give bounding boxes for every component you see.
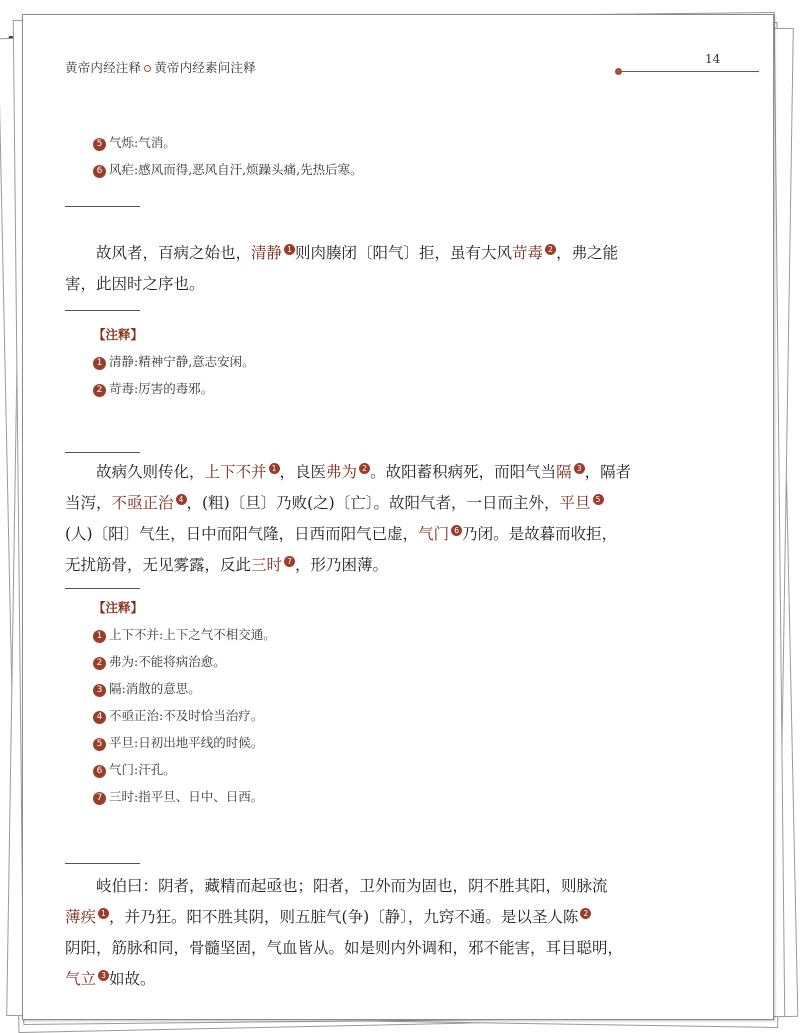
- passage-text: 则肉腠闭〔阳气〕拒，虽有大风: [295, 244, 513, 262]
- header-rule: [621, 71, 759, 72]
- note-number-badge: 2: [93, 657, 106, 670]
- footnote-ref-badge: 5: [593, 494, 604, 505]
- annotated-term: 三时: [251, 556, 283, 574]
- passage-text: 无扰筋骨，无见雾露，反此: [65, 556, 252, 574]
- passage-text: ，(粗)〔旦〕乃败(之)〔亡〕。故阳气者，一日而主外，: [186, 494, 560, 512]
- annotation-heading: 【注释】: [93, 327, 144, 342]
- passage-line: [65, 964, 617, 995]
- annotated-term: 隔: [556, 463, 572, 481]
- note-number-badge: 1: [93, 630, 106, 643]
- book-title: 黄帝内经注释: [65, 60, 142, 75]
- annotated-term: 薄疾: [65, 908, 97, 926]
- note-number-badge: 3: [93, 684, 106, 697]
- note-item: [93, 156, 363, 183]
- separator-dot-icon: [144, 65, 151, 72]
- note-number-badge: 5: [93, 738, 106, 751]
- note-number-badge: 1: [93, 357, 106, 370]
- note-item: [93, 348, 255, 375]
- annotations-1: [93, 322, 255, 402]
- footnote-ref-badge: 1: [98, 908, 109, 919]
- note-number-badge: 7: [93, 792, 106, 805]
- passage-line: [65, 550, 617, 581]
- annotations-2: [93, 595, 276, 810]
- passage-text: 乃闭。是故暮而收拒，: [462, 525, 618, 543]
- annotated-term: 苛毒: [512, 244, 544, 262]
- passage-text: ，形乃困薄。: [295, 556, 389, 574]
- footnote-ref-badge: 2: [580, 908, 591, 919]
- passage-line: [65, 238, 617, 269]
- note-number-badge: 4: [93, 711, 106, 724]
- passage-text: 害，此因时之序也。: [65, 275, 205, 293]
- note-text: 风疟:感风而得,恶风自汗,烦躁头痛,先热后寒。: [109, 162, 363, 177]
- note-text: 隔:消散的意思。: [109, 681, 201, 696]
- footnote-ref-badge: 3: [98, 970, 109, 981]
- note-item: [93, 783, 276, 810]
- annotated-term: 弗为: [326, 463, 358, 481]
- note-text: 平旦:日初出地平线的时候。: [109, 735, 264, 750]
- note-number-badge: 6: [93, 765, 106, 778]
- note-item: [93, 129, 363, 156]
- passage-line: [65, 269, 617, 300]
- footnote-ref-badge: 2: [545, 244, 556, 255]
- passage-text: (人)〔阳〕气生，日中而阳气隆，日西而阳气已虚，: [65, 525, 419, 543]
- note-item: [93, 648, 276, 675]
- footnote-ref-badge: 4: [176, 494, 187, 505]
- passage-line: [65, 871, 617, 902]
- passage-text: 阴阳，筋脉和同，骨髓坚固，气血皆从。如是则内外调和，邪不能害，耳目聪明，: [65, 939, 624, 957]
- note-text: 气门:汗孔。: [109, 762, 176, 777]
- passage-text: ，隔者: [584, 463, 632, 481]
- passage-line: [65, 488, 617, 519]
- footnote-ref-badge: 6: [451, 525, 462, 536]
- footnote-ref-badge: 7: [284, 556, 295, 567]
- passage-line: [65, 902, 617, 933]
- passage-text: 如故。: [109, 970, 156, 988]
- footnote-ref-badge: 2: [359, 463, 370, 474]
- section-divider: [65, 863, 140, 864]
- note-text: 气烁:气消。: [109, 135, 176, 150]
- annotated-term: 清静: [251, 244, 283, 262]
- passage-2: [65, 457, 632, 581]
- passage-1: [65, 238, 617, 300]
- note-text: 不亟正治:不及时恰当治疗。: [109, 708, 264, 723]
- footnote-ref-badge: 1: [284, 244, 295, 255]
- passage-line: [65, 519, 617, 550]
- passage-text: ，并乃狂。阳不胜其阴，则五脏气(争)〔静〕，九窍不通。是以圣人陈: [109, 908, 579, 926]
- passage-text: 故病久则传化，: [65, 463, 205, 481]
- footnote-ref-badge: 3: [574, 463, 585, 474]
- section-divider: [65, 206, 140, 207]
- note-text: 上下不并:上下之气不相交通。: [109, 627, 276, 642]
- annotated-term: 上下不并: [204, 463, 267, 481]
- note-number-badge: 5: [93, 138, 106, 151]
- note-item: [93, 729, 276, 756]
- section-divider: [65, 310, 140, 311]
- note-item: [93, 756, 276, 783]
- annotated-term: 气门: [418, 525, 450, 543]
- page-number: 14: [705, 52, 721, 66]
- note-item: [93, 621, 276, 648]
- section-title: 黄帝内经素问注释: [154, 60, 256, 75]
- passage-text: ，良医: [279, 463, 327, 481]
- section-divider: [65, 452, 140, 453]
- passage-line: [65, 457, 632, 488]
- section-divider: [65, 588, 140, 589]
- note-text: 三时:指平旦、日中、日西。: [109, 789, 264, 804]
- annotated-term: 气立: [65, 970, 97, 988]
- annotation-heading: 【注释】: [93, 600, 144, 615]
- annotated-term: 平旦: [559, 494, 591, 512]
- running-header: [65, 58, 256, 76]
- passage-text: 故风者，百病之始也，: [65, 244, 252, 262]
- annotated-term: 不亟正治: [111, 494, 174, 512]
- note-item: [93, 675, 276, 702]
- note-item: [93, 702, 276, 729]
- note-number-badge: 2: [93, 384, 106, 397]
- passage-3: [65, 871, 624, 995]
- top-notes: [93, 129, 363, 183]
- passage-text: 当泻，: [65, 494, 112, 512]
- note-item: [93, 375, 255, 402]
- passage-line: [65, 933, 624, 964]
- book-page: [22, 14, 774, 1020]
- note-text: 苛毒:厉害的毒邪。: [109, 381, 214, 396]
- footnote-ref-badge: 1: [269, 463, 280, 474]
- passage-text: 。故阳蓄积病死，而阳气当: [370, 463, 557, 481]
- note-number-badge: 6: [93, 165, 106, 178]
- note-text: 弗为:不能将病治愈。: [109, 654, 226, 669]
- note-text: 清静:精神宁静,意志安闲。: [109, 354, 255, 369]
- passage-text: ，弗之能: [556, 244, 619, 262]
- passage-text: 岐伯曰：阴者，藏精而起亟也；阳者，卫外而为固也，阴不胜其阳，则脉流: [65, 877, 608, 895]
